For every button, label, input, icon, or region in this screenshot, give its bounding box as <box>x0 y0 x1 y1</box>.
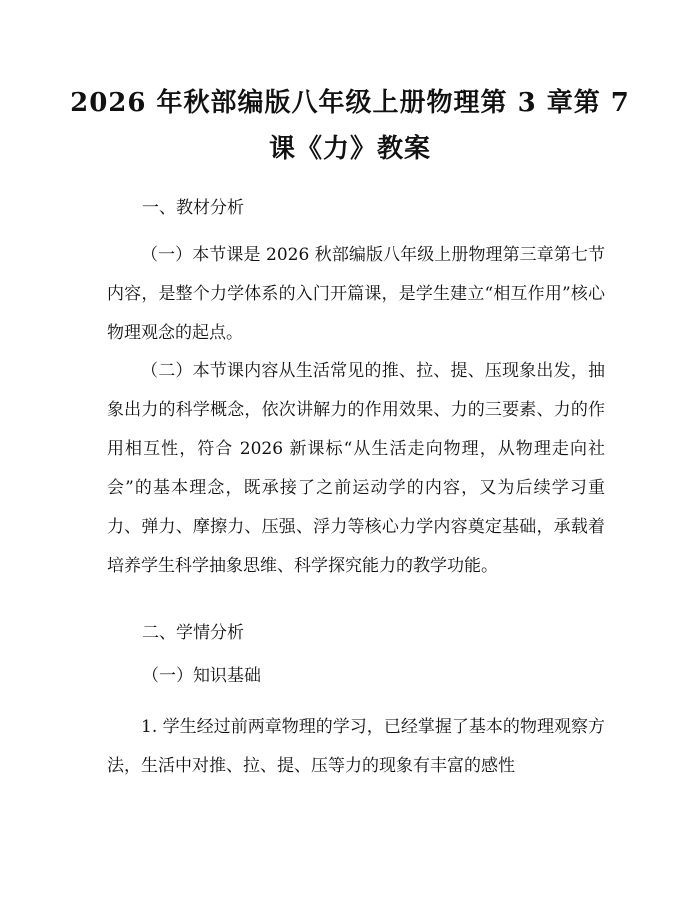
document-title-line-2: 课《力》教案 <box>268 134 431 164</box>
paragraph-knowledge-base-1: 1. 学生经过前两章物理的学习，已经掌握了基本的物理观察方法，生活中对推、拉、提、压等力的现象有丰富的感性 <box>107 717 605 776</box>
paragraph-textbook-analysis-1: （一）本节课是 2026 秋部编版八年级上册物理第三章第七节内容，是整个力学体系的入门开篇课，是学生建立“相互作用”核心物理观念的起点。 <box>107 245 605 343</box>
section-heading-textbook-analysis: 一、教材分析 <box>142 198 244 218</box>
paragraph-textbook-analysis-2: （二）本节课内容从生活常见的推、拉、提、压现象出发，抽象出力的科学概念，依次讲解力的作用效果、力的三要素、力的作用相互性，符合 2026 新课标“从生活走向物理，从物理走向社会”的基本理念，既承接了之前运动学的内容，又为后续学习重力、弹力、摩擦力、压强、浮力等核心力学内容奠定基础，承载着培养学生科学抽象思维、科学探究能力的教学功能。 <box>107 361 605 576</box>
document-title-line-1: 2026 年秋部编版八年级上册物理第 3 章第 7 <box>70 88 630 118</box>
subsection-heading-knowledge-base: （一）知识基础 <box>142 666 261 686</box>
section-heading-student-analysis: 二、学情分析 <box>142 623 244 643</box>
